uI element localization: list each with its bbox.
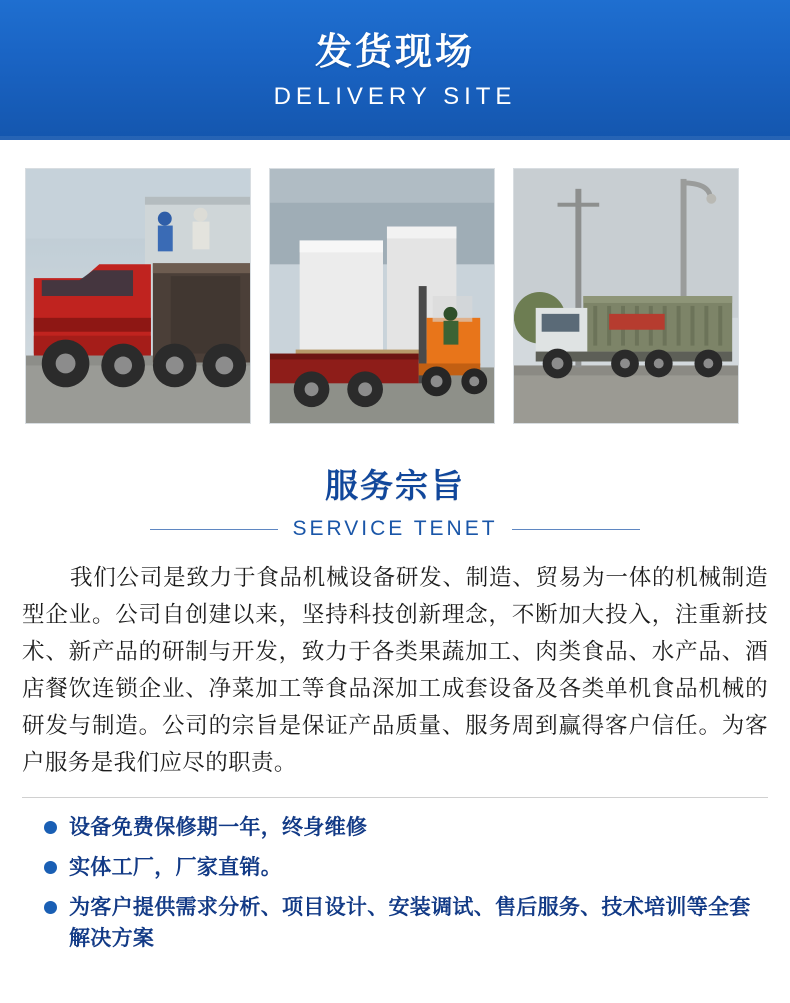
list-item-label: 设备免费保修期一年，终身维修 — [69, 816, 368, 839]
page-banner — [0, 0, 790, 140]
rule-right — [512, 529, 640, 530]
container-trailer-photo — [513, 168, 739, 424]
bullet-dot-icon — [44, 861, 57, 874]
red-truck-loading-photo — [25, 168, 251, 424]
service-commitment-list — [0, 798, 790, 954]
red-truck-illustration — [26, 169, 250, 423]
bullet-dot-icon — [44, 821, 57, 834]
forklift-illustration — [270, 169, 494, 423]
tenet-title-chinese: 服务宗旨 — [325, 467, 465, 504]
service-tenet-heading — [0, 460, 790, 541]
banner-title-chinese: 发货现场 — [315, 31, 475, 73]
tenet-subtitle-row — [0, 517, 790, 541]
forklift-pallet-loading-photo — [269, 168, 495, 424]
company-description-paragraph: 我们公司是致力于食品机械设备研发、制造、贸易为一体的机械制造型企业。公司自创建以来，坚持科技创新理念，不断加大投入，注重新技术、新产品的研制与开发，致力于各类果蔬加工、肉类食品、水产品、酒店餐饮连锁企业、净菜加工等食品深加工成套设备及各类单机食品机械的研发与制造。公司的宗旨是保证产品质量、服务周到赢得客户信任。为客户服务是我们应尽的职责。 — [22, 565, 768, 775]
banner-title-english: DELIVERY SITE — [273, 82, 517, 110]
list-item-label: 为客户提供需求分析、项目设计、安装调试、售后服务、技术培训等全套解决方案 — [69, 896, 751, 950]
list-item — [44, 852, 768, 883]
list-item-label: 实体工厂，厂家直销。 — [69, 856, 282, 879]
rule-left — [150, 529, 278, 530]
bullet-dot-icon — [44, 901, 57, 914]
container-truck-illustration — [514, 169, 738, 423]
company-description-section — [0, 541, 790, 781]
delivery-photo-row — [0, 140, 790, 424]
list-item — [44, 892, 768, 954]
list-item — [44, 812, 768, 843]
tenet-title-english: SERVICE TENET — [292, 517, 498, 540]
